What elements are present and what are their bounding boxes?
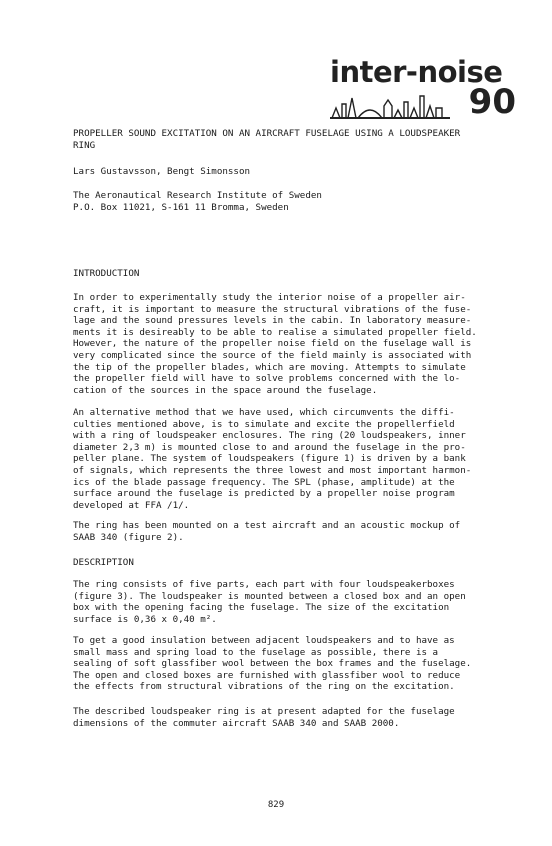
text-line: In order to experimentally study the interior noise of a propeller air- bbox=[73, 292, 466, 303]
intro-paragraph-2 bbox=[73, 407, 483, 511]
text-line: with a ring of loudspeaker enclosures. The ring (20 loudspeakers, inner bbox=[73, 430, 466, 442]
text-line: To get a good insulation between adjacent loudspeakers and to have as bbox=[73, 635, 455, 646]
logo-word: inter-noise bbox=[330, 55, 503, 89]
text-line: culties mentioned above, is to simulate and excite the propellerfield bbox=[73, 418, 455, 430]
text-line: dimensions of the commuter aircraft SAAB 340 and SAAB 2000. bbox=[73, 717, 400, 729]
text-line: diameter 2,3 m) is mounted close to and around the fuselage in the pro- bbox=[73, 441, 466, 453]
text-line: craft, it is important to measure the structural vibrations of the fuse- bbox=[73, 303, 472, 315]
text-line: surface is 0,36 x 0,40 m². bbox=[73, 613, 217, 625]
intro-paragraph-3 bbox=[73, 520, 483, 543]
text-line: very complicated since the source of the field mainly is associated with bbox=[73, 349, 472, 361]
text-line: the propeller field will have to solve problems concerned with the lo- bbox=[73, 373, 461, 385]
text-line: cation of the sources in the space around the fuselage. bbox=[73, 384, 378, 396]
logo-year: 90 bbox=[468, 82, 516, 122]
conference-logo bbox=[330, 56, 516, 122]
description-paragraph-3 bbox=[73, 706, 483, 729]
text-line: developed at FFA /1/. bbox=[73, 499, 190, 511]
text-line: lage and the sound pressures levels in the cabin. In laboratory measure- bbox=[73, 315, 472, 327]
text-line: surface around the fuselage is predicted by a propeller noise program bbox=[73, 488, 455, 500]
text-line: The open and closed boxes are furnished with glassfiber wool to reduce bbox=[73, 669, 461, 681]
text-line: the effects from structural vibrations of the ring on the excitation. bbox=[73, 681, 455, 693]
text-line: ments it is desireably to be able to realise a simulated propeller field. bbox=[73, 326, 477, 338]
paper-title bbox=[73, 128, 483, 151]
text-line: sealing of soft glassfiber wool between the box frames and the fuselage. bbox=[73, 658, 472, 670]
text-line: SAAB 340 (figure 2). bbox=[73, 531, 184, 543]
text-line: (figure 3). The loudspeaker is mounted between a closed box and an open bbox=[73, 590, 466, 602]
affiliation-line: The Aeronautical Research Institute of Sweden bbox=[73, 190, 322, 201]
description-paragraph-2 bbox=[73, 635, 483, 693]
title-line: RING bbox=[73, 139, 96, 151]
description-paragraph-1 bbox=[73, 579, 483, 625]
city-skyline-icon bbox=[330, 90, 450, 120]
page-number: 829 bbox=[267, 800, 285, 810]
text-line: box with the opening facing the fuselage. The size of the excitation bbox=[73, 602, 450, 614]
title-line: PROPELLER SOUND EXCITATION ON AN AIRCRAFT FUSELAGE USING A LOUDSPEAKER bbox=[73, 128, 461, 139]
text-line: However, the nature of the propeller noise field on the fuselage wall is bbox=[73, 338, 472, 350]
section-heading-description: DESCRIPTION bbox=[73, 557, 134, 568]
text-line: the tip of the propeller blades, which are moving. Attempts to simulate bbox=[73, 361, 466, 373]
text-line: The described loudspeaker ring is at present adapted for the fuselage bbox=[73, 706, 455, 717]
text-line: peller plane. The system of loudspeakers (figure 1) is driven by a bank bbox=[73, 453, 466, 465]
affiliation-line: P.O. Box 11021, S-161 11 Bromma, Sweden bbox=[73, 201, 289, 213]
affiliation bbox=[73, 190, 483, 213]
section-heading-introduction: INTRODUCTION bbox=[73, 268, 140, 279]
intro-paragraph-1 bbox=[73, 292, 483, 396]
authors: Lars Gustavsson, Bengt Simonsson bbox=[73, 166, 251, 177]
text-line: An alternative method that we have used, which circumvents the diffi- bbox=[73, 407, 455, 418]
text-line: The ring has been mounted on a test aircraft and an acoustic mockup of bbox=[73, 520, 461, 531]
text-line: ics of the blade passage frequency. The SPL (phase, amplitude) at the bbox=[73, 476, 455, 488]
text-line: The ring consists of five parts, each part with four loudspeakerboxes bbox=[73, 579, 455, 590]
text-line: small mass and spring load to the fuselage as possible, there is a bbox=[73, 646, 439, 658]
text-line: of signals, which represents the three lowest and most important harmon- bbox=[73, 464, 472, 476]
